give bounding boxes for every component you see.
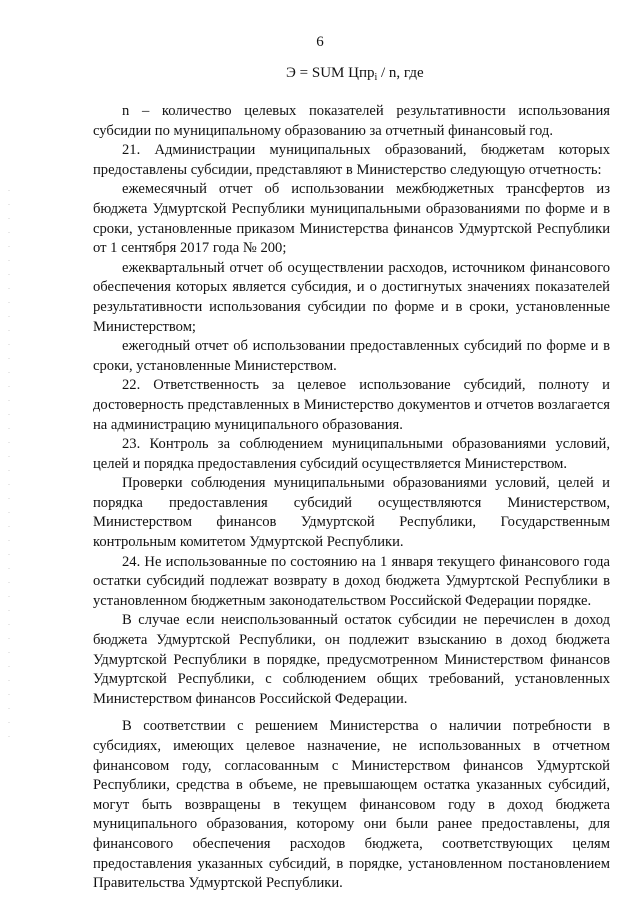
paragraph-recovery: В случае если неиспользованный остаток субсидии не перечислен в доход бюджета Удмуртской Республики, он подлежит взысканию в доход бюджета Удмуртской Республики в порядке, предусмотренном Министерством финансов Удмуртской Республики, с соблюдением общих требований, установленных Министерством финансов Российской Федерации. (93, 612, 610, 707)
paragraph-21-reporting: 21. Администрации муниципальных образований, бюджетам которых предоставлены субсидии, представляют в Министерство следующую отчетность: (93, 142, 610, 178)
formula-line (286, 64, 424, 82)
paragraph-23-control: 23. Контроль за соблюдением муниципальными образованиями условий, целей и порядка предоставления субсидий осуществляется Министерством. (93, 436, 610, 472)
formula-main: Э = SUM Цпр (286, 65, 375, 81)
paragraph-monthly-report: ежемесячный отчет об использовании межбюджетных трансфертов из бюджета Удмуртской Республики муниципальными образованиями по форме и в сроки, установленные приказом Министерства финансов Удмуртской Республики от 1 сентября 2017 года № 200; (93, 181, 610, 257)
paragraph-24-unused-balances: 24. Не использованные по состоянию на 1 января текущего финансового года остатки субсидий подлежат возврату в доход бюджета Удмуртской Республики в установленном бюджетным законодательством Российской Федерации порядке. (93, 553, 610, 609)
page-number: 6 (316, 34, 324, 50)
document-body (93, 102, 610, 894)
formula-tail: / n, где (377, 65, 424, 81)
paragraph-return-decision: В соответствии с решением Министерства о наличии потребности в субсидиях, имеющих целевое назначение, не использованных в отчетном финансовом году, согласованным с Министерством финансов Удмуртской Республики, средства в объеме, не превышающем остатка указанных субсидий, могут быть возвращены в текущем финансовом году в доход бюджета муниципального образования, которому они были ранее предоставлены, для финансового обеспечения расходов бюджета, соответствующих целям предоставления указанных субсидий, в порядке, установленном постановлением Правительства Удмуртской Республики. (93, 718, 610, 892)
paragraph-quarterly-report: ежеквартальный отчет об осуществлении расходов, источником финансового обеспечения которых является субсидия, и о достигнутых значениях показателей результативности использования субсидии по форме и в сроки, установленные Министерством; (93, 259, 610, 335)
paragraph-annual-report: ежегодный отчет об использовании предоставленных субсидий по форме и в сроки, установленные Министерством. (93, 338, 610, 374)
paragraph-22-responsibility: 22. Ответственность за целевое использование субсидий, полноту и достоверность представленных в Министерство документов и отчетов возлагается на администрацию муниципального образования. (93, 377, 610, 433)
paragraph-n-definition: n – количество целевых показателей результативности использования субсидии по муниципальному образованию за отчетный финансовый год. (93, 103, 610, 139)
formula-subscript: i (374, 72, 378, 83)
scan-margin-artifact (8, 190, 10, 750)
paragraph-inspections: Проверки соблюдения муниципальными образованиями условий, целей и порядка предоставления субсидий осуществляются Министерством, Министерством финансов Удмуртской Республики, Государственным контрольным комитетом Удмуртской Республики. (93, 475, 610, 551)
